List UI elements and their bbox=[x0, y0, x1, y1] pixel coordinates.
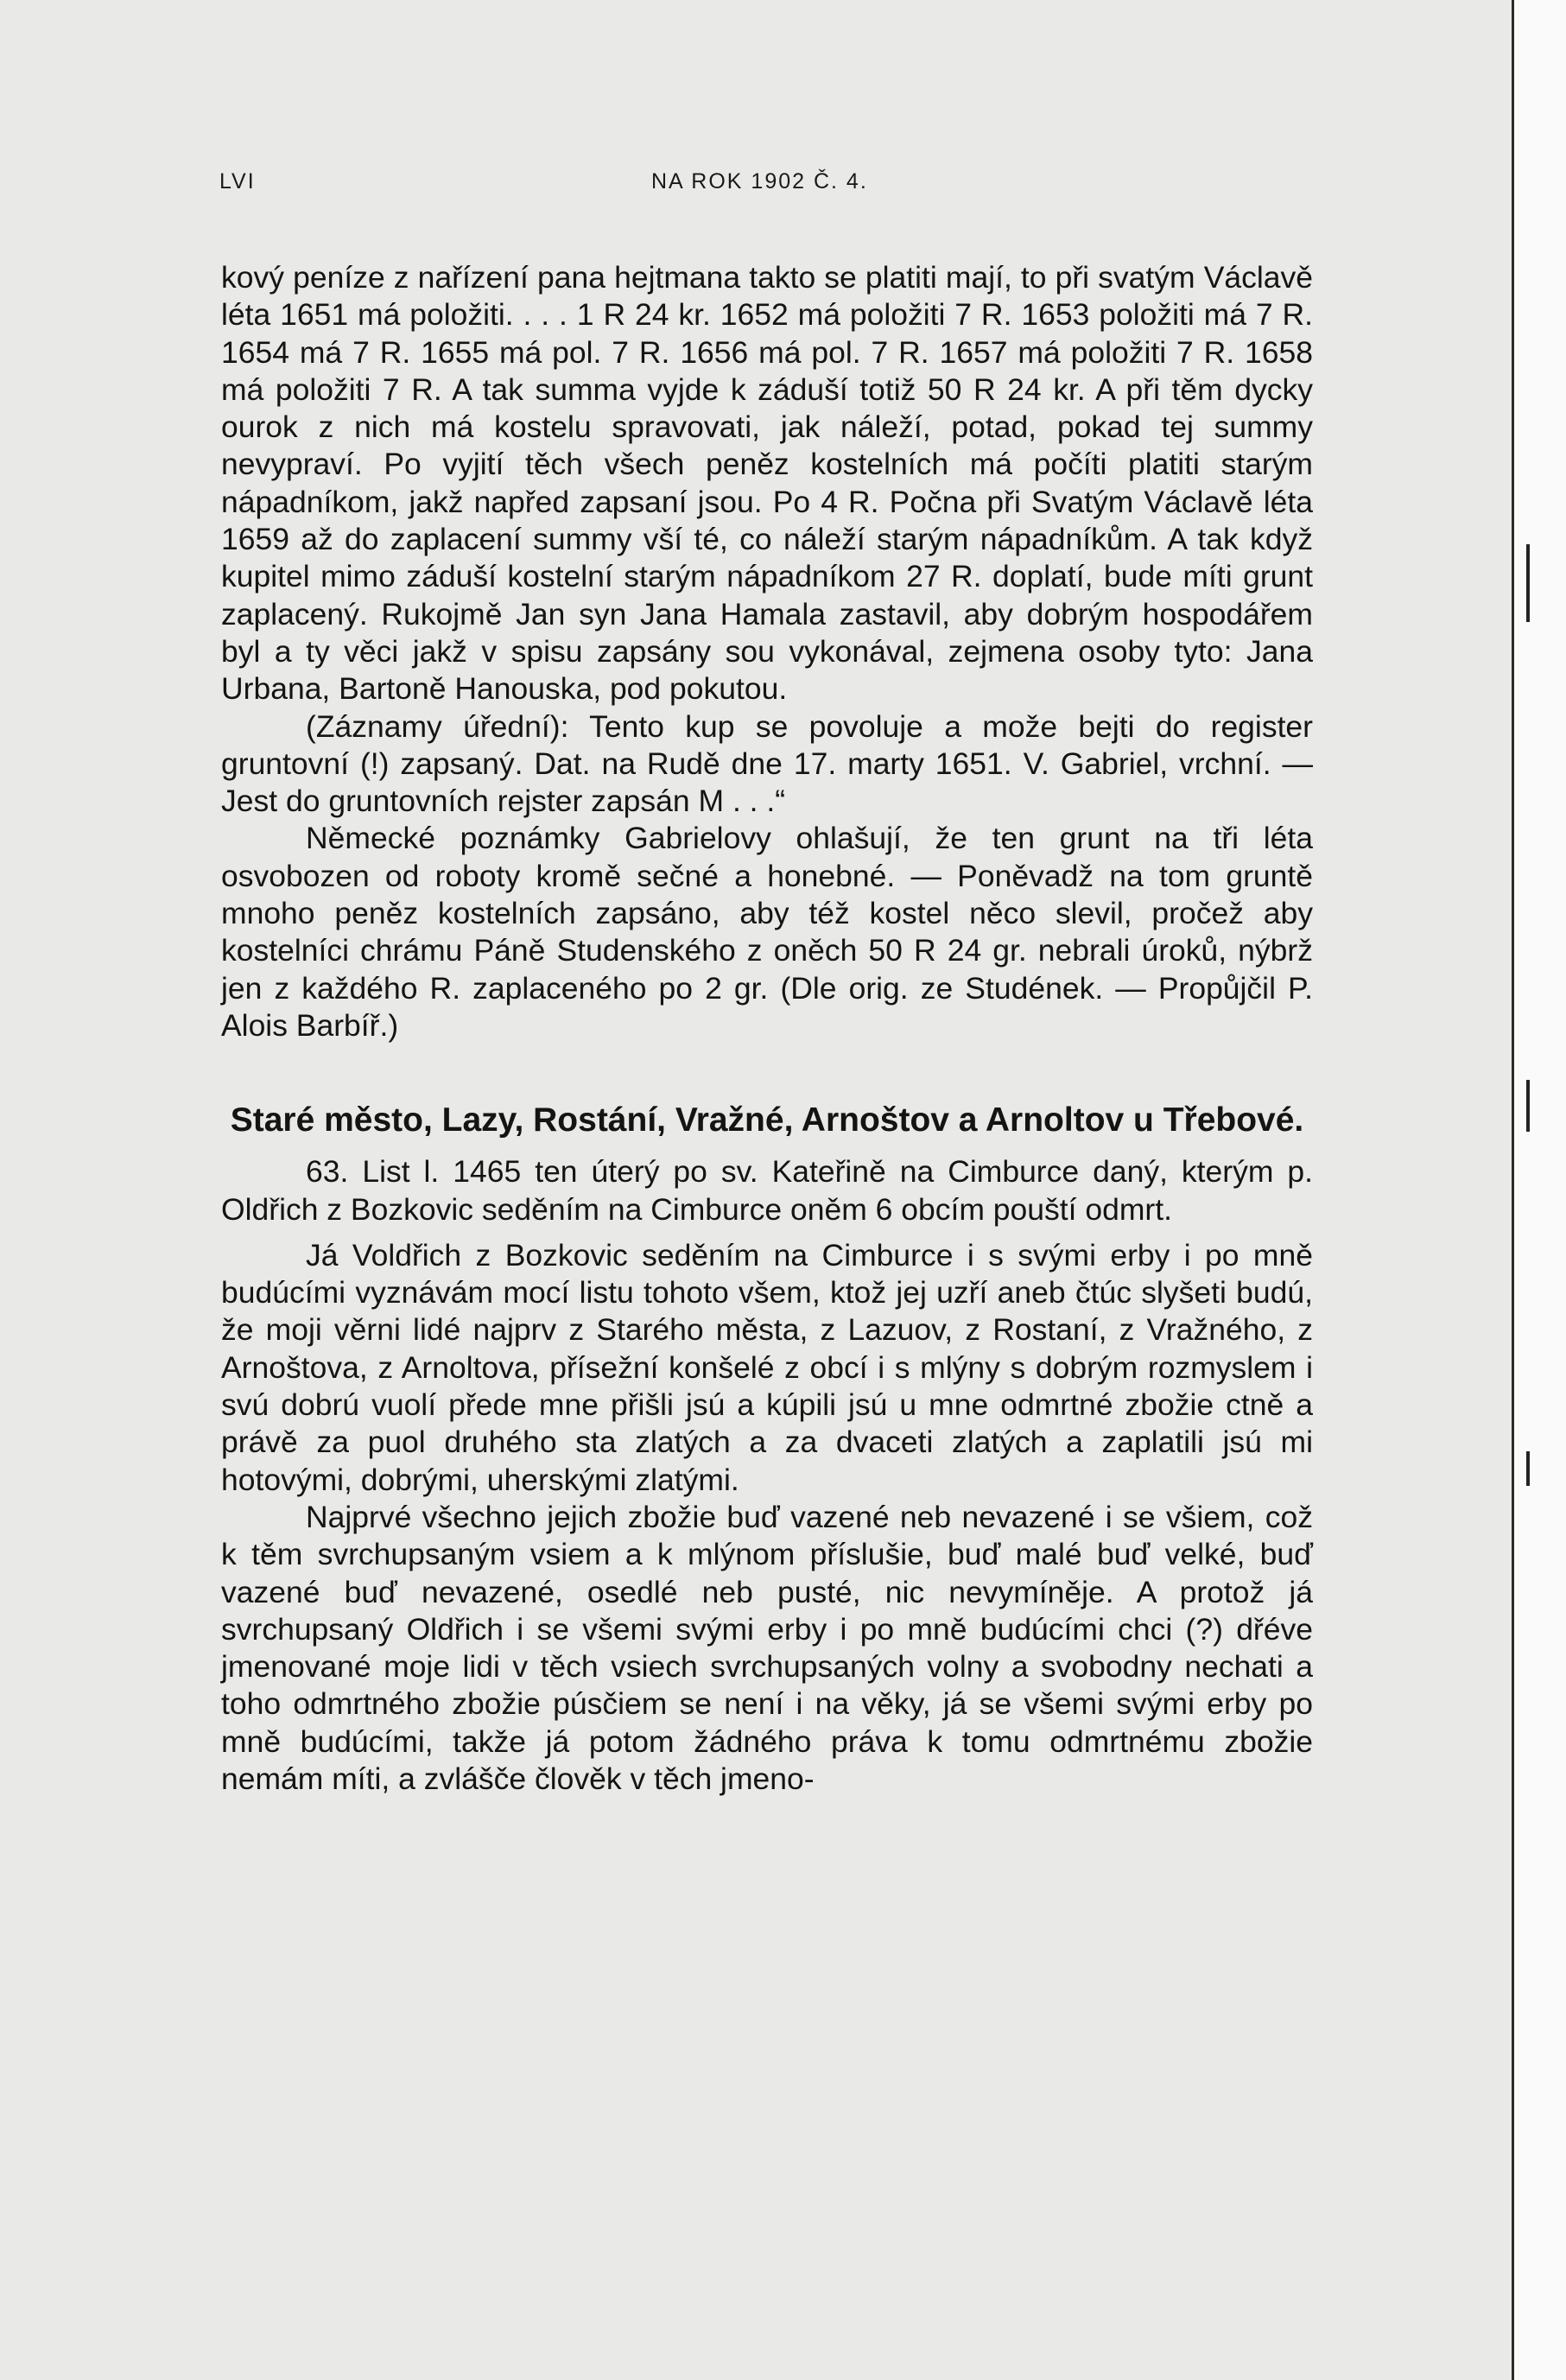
section-heading: Staré město, Lazy, Rostání, Vražné, Arnoštov a Arnoltov u Třebové. bbox=[230, 1101, 1304, 1139]
page-body bbox=[221, 259, 1313, 1798]
paragraph-charter-text-continued: Najprvé všechno jejich zbožie buď vazené neb nevazené i se všiem, což k těm svrchupsaným vsiem a k mlýnom příslušie, buď malé buď velké, buď vazené buď nevazené, osedlé neb pusté, nic nevymíněje. A protož já svrchupsaný Oldřich i se všemi svými erby i po mně budúcími chci (?) dřéve jmenované moje lidi v těch vsiech svrchupsaných volny a svobodny nechati a toho odmrtného zbožie púsčiem se není i na věky, já se všemi svými erby po mně budúcími, takže já potom žádného práva k tomu odmrtnému zbožie nemám míti, a zvlášče člověk v těch jmeno- bbox=[221, 1499, 1313, 1796]
paragraph-charter-summary: 63. List l. 1465 ten úterý po sv. Kateřině na Cimburce daný, kterým p. Oldřich z Bozkovic seděním na Cimburce oněm 6 obcím pouští odmrt. bbox=[221, 1154, 1313, 1227]
page-number: LVI bbox=[219, 169, 256, 194]
page-edge bbox=[1512, 0, 1566, 2380]
running-title: NA ROK 1902 Č. 4. bbox=[651, 169, 868, 194]
paragraph-continuation: kový peníze z nařízení pana hejtmana takto se platiti mají, to při svatým Václavě léta 1651 má položiti. . . . 1 R 24 kr. 1652 má položiti 7 R. 1653 položiti má 7 R. 1654 má 7 R. 1655 má pol. 7 R. 1656 má pol. 7 R. 1657 má položiti 7 R. 1658 má položiti 7 R. A tak summa vyjde k záduší totiž 50 R 24 kr. A při těm dycky ourok z nich má kostelu spravovati, jak náleží, potad, pokad tej summy nevypraví. Po vyjití těch všech peněz kostelních má počíti platiti starým nápadníkom, jakž napřed zapsaní jsou. Po 4 R. Počna při Svatým Václavě léta 1659 až do zaplacení summy vší té, co náleží starým nápadníkům. A tak když kupitel mimo záduší kostelní starým nápadníkom 27 R. doplatí, bude míti grunt zaplacený. Rukojmě Jan syn Jana Hamala zastavil, aby dobrým hospodářem byl a ty věci jakž v spisu zapsány sou vykonával, zejmena osoby tyto: Jana Urbana, Bartoně Hanouska, pod pokutou. bbox=[221, 260, 1313, 707]
paragraph-official-records: (Záznamy úřední): Tento kup se povoluje a može bejti do register gruntovní (!) zapsaný. Dat. na Rudě dne 17. marty 1651. V. Gabriel, vrchní. — Jest do gruntovních rejster zapsán M . . .“ bbox=[221, 708, 1313, 819]
edge-mark bbox=[1526, 1451, 1530, 1486]
page-header bbox=[219, 169, 1342, 213]
edge-mark bbox=[1526, 1080, 1530, 1132]
edge-mark bbox=[1526, 544, 1530, 622]
paragraph-german-notes: Německé poznámky Gabrielovy ohlašují, že ten grunt na tři léta osvobozen od roboty kromě sečné a honebné. — Poněvadž na tom gruntě mnoho peněz kostelních zapsáno, aby též kostel něco slevil, pročež aby kostelníci chrámu Páně Studenského z oněch 50 R 24 gr. nebrali úroků, nýbrž jen z každého R. zaplaceného po 2 gr. (Dle orig. ze Studének. — Propůjčil P. Alois Barbíř.) bbox=[221, 821, 1313, 1043]
paragraph-charter-text: Já Voldřich z Bozkovic seděním na Cimburce i s svými erby i po mně budúcími vyznávám mocí listu tohoto všem, ktož jej uzří aneb čtúc slyšeti budú, že moji věrni lidé najprv z Starého města, z Lazuov, z Rostaní, z Vražného, z Arnoštova, z Arnoltova, přísežní konšelé z obcí i s mlýny s dobrým rozmyslem i svú dobrú vuolí přede mne přišli jsú a kúpili jsú u mne odmrtné zbožie ctně a právě za puol druhého sta zlatých a za dvaceti zlatých a zaplatili jsú mi hotovými, dobrými, uherskými zlatými. bbox=[221, 1237, 1313, 1497]
